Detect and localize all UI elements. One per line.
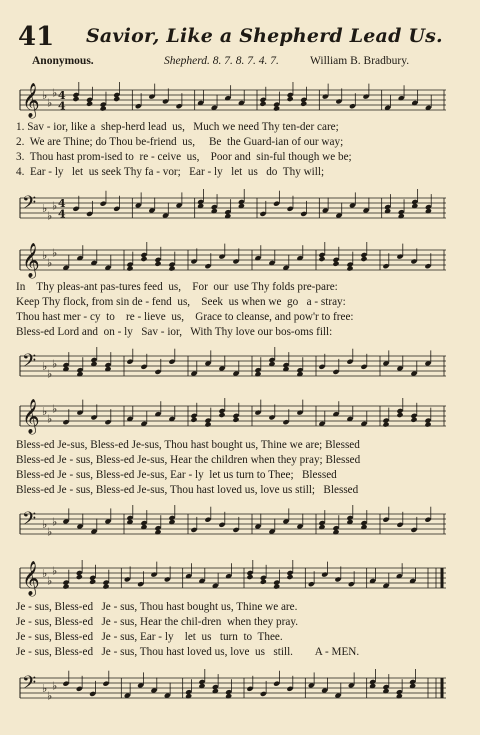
flat-icon: ♭	[42, 360, 48, 373]
note-head	[259, 101, 266, 107]
note-head	[102, 584, 109, 590]
tune-meter: Shepherd. 8. 7. 8. 7. 4. 7.	[164, 55, 279, 67]
treble-staff	[16, 400, 448, 432]
hymn-title: Savior, Like a Shepherd Lead Us.	[86, 25, 443, 47]
verse-4-line-3: Bless-ed Je - sus, Bless-ed Je-sus, Thou hast loved us, love us still; Blessed	[16, 484, 359, 496]
note-head	[346, 266, 353, 272]
music-system-2	[16, 238, 448, 388]
music-system-1	[16, 78, 448, 230]
bass-clef-icon: 𝄢	[22, 351, 37, 376]
note-head	[204, 422, 211, 428]
verse-2-line-4: Je - sus, Bless-ed Je - sus, Hear the chil-dren when they pray.	[16, 616, 298, 628]
flat-icon: ♭	[52, 679, 58, 693]
bass-staff	[16, 508, 448, 540]
note-head	[154, 261, 161, 267]
time-signature-bottom: 4	[58, 207, 66, 221]
music-system-4	[16, 556, 448, 716]
note-head	[382, 422, 389, 428]
treble-staff	[16, 562, 448, 594]
note-head	[424, 422, 431, 428]
flat-icon: ♭	[47, 96, 53, 110]
time-signature-top: 4	[58, 89, 66, 102]
treble-clef-icon: 𝄞	[22, 561, 40, 596]
hymn-number: 41	[18, 22, 55, 52]
verse-3-line-1: 3. Thou hast prom-ised to re - ceive us, Poor and sin-ful though we be;	[16, 151, 352, 163]
bass-staff	[16, 192, 448, 224]
note-head	[410, 417, 417, 423]
flat-icon: ♭	[42, 518, 48, 531]
flat-icon: ♭	[42, 202, 48, 215]
flat-icon: ♭	[42, 89, 48, 102]
bass-clef-icon: 𝄢	[22, 673, 37, 698]
note-head	[273, 584, 280, 590]
verse-4-line-2: Bless-ed Lord and on - ly Sav - ior, With Thy love our bos-oms fill:	[16, 326, 333, 338]
treble-staff	[16, 244, 448, 276]
music-system-3	[16, 396, 448, 546]
note-head	[287, 96, 294, 102]
note-head	[72, 96, 79, 102]
time-signature-top: 4	[58, 197, 66, 210]
verse-1-line-4: Je - sus, Bless-ed Je - sus, Thou hast bought us, Thine we are.	[16, 601, 298, 613]
bass-staff	[16, 350, 448, 382]
note-head	[273, 106, 280, 112]
flat-icon: ♭	[42, 405, 48, 418]
note-head	[89, 579, 96, 585]
time-signature-bottom: 4	[58, 99, 66, 113]
flat-icon: ♭	[47, 689, 53, 703]
note-head	[86, 101, 93, 107]
flat-icon: ♭	[47, 209, 53, 223]
flat-icon: ♭	[42, 682, 48, 695]
note-head	[140, 256, 147, 262]
flat-icon: ♭	[52, 357, 58, 371]
note-head	[300, 101, 307, 107]
note-head	[396, 412, 403, 418]
flat-icon: ♭	[47, 525, 53, 539]
verse-3-line-3: Bless-ed Je - sus, Bless-ed Je-sus, Ear - ly let us turn to Thee; Blessed	[16, 469, 337, 481]
verse-1-line-2: In Thy pleas-ant pas-tures feed us, For our use Thy folds pre-pare:	[16, 281, 338, 293]
note-head	[360, 256, 367, 262]
note-head	[62, 584, 69, 590]
note-head	[246, 574, 253, 580]
note-head	[126, 266, 133, 272]
verse-1-line-1: 1. Sav - ior, like a shep-herd lead us, Much we need Thy ten-der care;	[16, 121, 339, 133]
note-head	[218, 412, 225, 418]
flat-icon: ♭	[47, 367, 53, 381]
flat-icon: ♭	[47, 412, 53, 426]
bass-staff	[16, 672, 448, 704]
flat-icon: ♭	[52, 86, 58, 100]
verse-3-line-2: Thou hast mer - cy to re - lieve us, Grace to cleanse, and pow'r to free:	[16, 311, 354, 323]
note-head	[190, 417, 197, 423]
flat-icon: ♭	[52, 515, 58, 529]
flat-icon: ♭	[52, 246, 58, 260]
composer-credit: William B. Bradbury.	[310, 55, 410, 67]
flat-icon: ♭	[47, 256, 53, 270]
flat-icon: ♭	[52, 402, 58, 416]
note-head	[113, 96, 120, 102]
verse-2-line-2: Keep Thy flock, from sin de - fend us, Seek us when we go a - stray:	[16, 296, 346, 308]
note-head	[286, 574, 293, 580]
note-head	[100, 106, 107, 112]
verse-2-line-3: Bless-ed Je - sus, Bless-ed Je-sus, Hear the children when they pray; Blessed	[16, 454, 361, 466]
verse-1-line-3: Bless-ed Je-sus, Bless-ed Je-sus, Thou hast bought us, Thine we are; Blessed	[16, 439, 360, 451]
verse-2-line-1: 2. We are Thine; do Thou be-friend us, Be the Guard-ian of our way;	[16, 136, 344, 148]
note-head	[318, 256, 325, 262]
verse-3-line-4: Je - sus, Bless-ed Je - sus, Ear - ly let us turn to Thee.	[16, 631, 283, 643]
flat-icon: ♭	[52, 564, 58, 578]
verse-4-line-4: Je - sus, Bless-ed Je - sus, Thou hast loved us, love us still. A - MEN.	[16, 646, 360, 658]
note-head	[232, 417, 239, 423]
treble-clef-icon: 𝄞	[22, 83, 40, 118]
note-head	[260, 579, 267, 585]
note-head	[76, 574, 83, 580]
flat-icon: ♭	[52, 199, 58, 213]
flat-icon: ♭	[42, 567, 48, 580]
note-head	[168, 266, 175, 272]
verse-4-line-1: 4. Ear - ly let us seek Thy fa - vor; Ear - ly let us do Thy will;	[16, 166, 325, 178]
bass-clef-icon: 𝄢	[22, 509, 37, 534]
bass-clef-icon: 𝄢	[22, 193, 37, 218]
treble-staff	[16, 84, 448, 116]
lyricist-credit: Anonymous.	[32, 55, 94, 67]
treble-clef-icon: 𝄞	[22, 243, 40, 278]
flat-icon: ♭	[42, 249, 48, 262]
flat-icon: ♭	[47, 574, 53, 588]
treble-clef-icon: 𝄞	[22, 399, 40, 434]
note-head	[332, 261, 339, 267]
